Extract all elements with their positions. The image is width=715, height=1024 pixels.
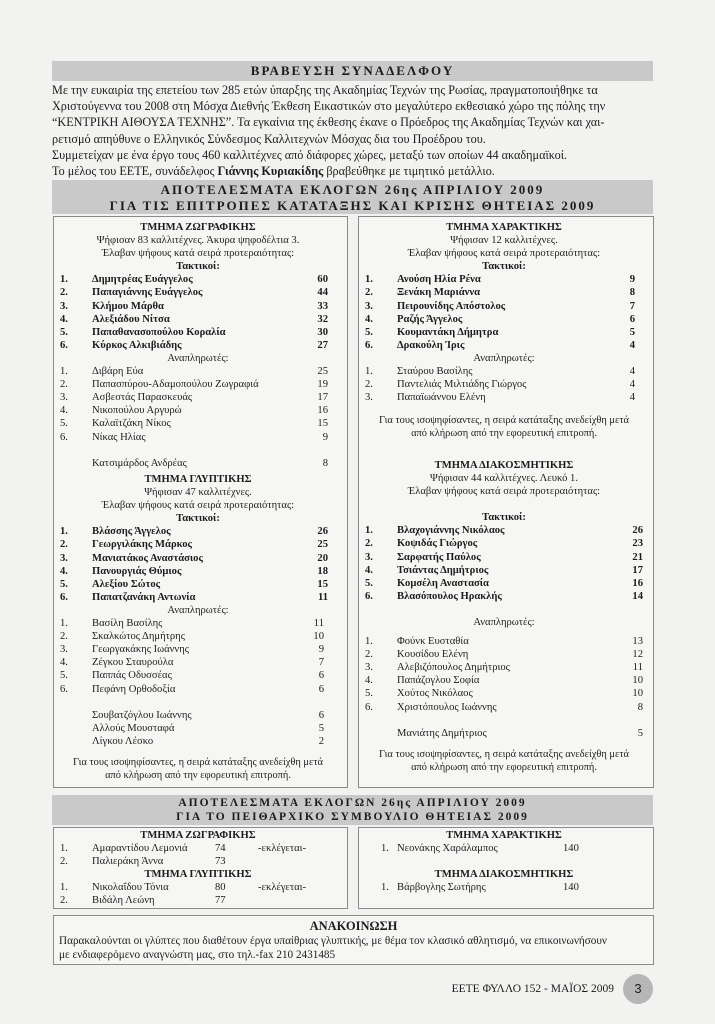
engraving-committee [365,221,643,440]
table-row: 2. Παπασπύρου-Αδαμοπούλου Ζωγραφιά 19 [60,379,328,391]
sculpture-alternate-list [60,617,336,696]
table-row: 1. Ανούση Ηλία Ρένα 9 [365,274,635,286]
decorative-title: ΤΜΗΜΑ ΔΙΑΚΟΣΜΗΤΙΚΗΣ [434,460,574,471]
table-row: 1. Σταύρου Βασίλης 4 [365,366,635,378]
painting-title: ΤΜΗΜΑ ΖΩΓΡΑΦΙΚΗΣ [140,222,256,233]
table-row: 3. Αλεβιζόπουλος Δημήτριος 11 [365,662,643,674]
table-row: Αλλούς Μουσταφά 5 [92,722,324,734]
awardee-name: Γιάννης Κυριακίδης [217,164,324,179]
table-row: 4. Νικοπούλου Αργυρώ 16 [60,405,328,417]
table-row: 3. Πειρουνίδης Απόστολος 7 [365,300,635,312]
results1-heading-line2: ΓΙΑ ΤΙΣ ΕΠΙΤΡΟΠΕΣ ΚΑΤΑΤΑΞΗΣ ΚΑΙ ΚΡΙΣΗΣ ΘΗΤΕΙΑΣ 2009 [109,198,596,213]
table-row: 6. Νίκας Ηλίας 9 [60,431,328,443]
award-line: Με την ευκαιρία της επετείου των 285 ετών ύπαρξης της Ακαδημίας Τεχνών της Ρωσίας, πραγματοποιήθηκε τα [52,83,598,97]
engraving-regular-list [365,273,643,352]
award-line: ρετισμό απηύθυνε ο Ελληνικός Σύνδεσμος Καλλιτεχνών Μόσχας δια του Προέδρου του. [52,131,486,146]
disciplinary-sculpture-title: ΤΜΗΜΑ ΓΛΥΠΤΙΚΗΣ [144,869,252,881]
table-row: Λίγκου Λέσκο 2 [92,735,324,747]
decorative-voters: Ψήφισαν 44 καλλιτέχνες. Λευκό 1. [430,473,578,485]
engraving-voted-order: Έλαβαν ψήφους κατά σειρά προτεραιότητας: [407,248,601,260]
table-row: 3. Ασβεστάς Παρασκευάς 17 [60,392,328,404]
painting-voted-order: Έλαβαν ψήφους κατά σειρά προτεραιότητας: [101,248,295,260]
table-row: 2. Παπαγιάννης Ευάγγελος 44 [60,287,328,299]
sculpture-committee [60,473,336,782]
sculpture-extra-list [60,709,336,748]
award-line-last: Το μέλος του ΕΕΤΕ, συνάδελφος Γιάννης Κυριακίδης βραβεύθηκε με τιμητικό μετάλλιο. [52,164,495,179]
sculpture-regular-list [60,525,336,604]
table-row: 3. Σαρφατής Παύλος 21 [365,551,643,563]
award-heading: ΒΡΑΒΕΥΣΗ ΣΥΝΑΔΕΛΦΟΥ [250,63,455,78]
table-row: 5. Παππάς Οδυσσέας 6 [60,670,324,682]
table-row: 5. Παπαθανασοπούλου Κοραλία 30 [60,326,328,338]
award-paragraph [52,82,653,179]
table-row: 6. Παπατζανάκη Αντωνία 11 [60,591,328,603]
sculpture-title: ΤΜΗΜΑ ΓΛΥΠΤΙΚΗΣ [144,474,252,485]
decorative-tie-note: Για τους ισοψηφίσαντες, η σειρά κατάταξης ανεδείχθη μετά από κλήρωση από την εφορευτική επιτροπή. [379,748,629,773]
table-row: 4. Ζέγκου Σταυρούλα 7 [60,657,324,669]
table-row: 4. Τσιάντας Δημήτριος 17 [365,564,643,576]
decorative-regular-list [365,524,643,603]
results2-heading-line1: ΑΠΟΤΕΛΕΣΜΑΤΑ ΕΚΛΟΓΩΝ 26ης ΑΠΡΙΛΙΟΥ 2009 [178,797,527,809]
table-row: 1. Αμαραντίδου Λεμονιά 74 -εκλέγεται- [60,843,307,855]
table-row: 1. Νικολαΐδου Τόνια 80 -εκλέγεται- [60,882,307,894]
painting-extra-row: Κατσιμάρδος Ανδρέας 8 [92,457,328,469]
sculpture-voters: Ψήφισαν 47 καλλιτέχνες. [144,487,252,499]
table-row: 2. Παντελιάς Μιλτιάδης Γιώργος 4 [365,379,635,391]
decorative-alternate-list [365,635,643,714]
announcement-line: Παρακαλούνται οι γλύπτες που διαθέτουν έργα υπαίθριας γλυπτικής, με θέμα τον κλασικό αθλητισμό, να επικοινωνήσουν [59,935,607,947]
table-row: 4. Αλεξιάδου Νίτσα 32 [60,313,328,325]
results1-heading-line1: ΑΠΟΤΕΛΕΣΜΑΤΑ ΕΚΛΟΓΩΝ 26ης ΑΠΡΙΛΙΟΥ 2009 [160,182,545,197]
table-row: 2. Κουσίδου Ελένη 12 [365,649,643,661]
engraving-title: ΤΜΗΜΑ ΧΑΡΑΚΤΙΚΗΣ [446,222,562,233]
announcement-title: ΑΝΑΚΟΙΝΩΣΗ [309,919,398,933]
engraving-tie-note: Για τους ισοψηφίσαντες, η σειρά κατάταξης ανεδείχθη μετά από κλήρωση από την εφορευτική επιτροπή. [379,415,629,440]
engraving-regular-label: Τακτικοί: [482,261,526,273]
table-row: 2. Ξενάκη Μαριάννα 8 [365,287,635,299]
engraving-alternate-label: Αναπληρωτές: [473,352,535,364]
results2-heading-bar [52,795,653,825]
table-row: 3. Μανιατάκος Αναστάσιος 20 [60,552,328,564]
disciplinary-right [365,829,643,894]
disciplinary-engraving-title: ΤΜΗΜΑ ΧΑΡΑΚΤΙΚΗΣ [446,830,562,841]
table-row: 6. Πεφάνη Ορθοδοξία 6 [60,683,324,695]
painting-regular-label: Τακτικοί: [176,261,220,273]
engraving-voters: Ψήφισαν 12 καλλιτέχνες. [450,235,558,247]
table-row: Σουβατζόγλου Ιωάννης 6 [92,709,324,721]
table-row: 5. Κουμαντάκη Δήμητρα 5 [365,326,635,338]
painting-regular-list [60,273,336,352]
footer-text: ΕΕΤΕ ΦΥΛΛΟ 152 - ΜΑΪΟΣ 2009 [451,983,614,995]
disciplinary-decorative-title: ΤΜΗΜΑ ΔΙΑΚΟΣΜΗΤΙΚΗΣ [434,869,574,881]
table-row: 2. Κοψιδάς Γιώργος 23 [365,538,643,550]
table-row: 2. Γεωργιλάκης Μάρκος 25 [60,539,328,551]
painting-alternate-list [60,365,336,444]
results2-heading-line2: ΓΙΑ ΤΟ ΠΕΙΘΑΡΧΙΚΟ ΣΥΜΒΟΥΛΙΟ ΘΗΤΕΙΑΣ 2009 [176,810,529,823]
table-row: 2. Σκαλκώτος Δημήτρης 10 [60,631,324,643]
painting-voters: Ψήφισαν 83 καλλιτέχνες. Άκυρα ψηφοδέλτια 3. [96,235,300,247]
table-row: 6. Βλασόπουλος Ηρακλής 14 [365,590,643,602]
table-row: 5. Κομσέλη Αναστασία 16 [365,577,643,589]
award-heading-bar [52,61,653,81]
table-row: 1. Διβάρη Εύα 25 [60,366,328,378]
table-row: 5. Καλαϊτζάκη Νίκος 15 [60,418,328,430]
table-row: 1. Φούνκ Ευσταθία 13 [365,636,643,648]
table-row: 5. Χούτος Νικόλαος 10 [365,688,643,700]
disciplinary-left [60,829,336,908]
disciplinary-painting-title: ΤΜΗΜΑ ΖΩΓΡΑΦΙΚΗΣ [140,830,256,841]
table-row: 4. Παπάζογλου Σοφία 10 [365,675,643,687]
decorative-alternate-label: Αναπληρωτές: [473,616,535,628]
award-line: Συμμετείχαν με ένα έργο τους 460 καλλιτέχνες από διάφορες χώρες, μεταξύ των οποίων 44 ακαδημαϊκοί. [52,147,568,162]
table-row: 1. Βλαχογιάννης Νικόλαος 26 [365,525,643,537]
table-row: 1. Δημητρέας Ευάγγελος 60 [60,274,328,286]
table-row: 1. Νεονάκης Χαράλαμπος 140 [381,843,579,855]
sculpture-regular-label: Τακτικοί: [176,513,220,525]
table-row: 2. Παλιεράκη Άννα 73 [60,856,226,868]
table-row: 2. Βιδάλη Λεώνη 77 [60,895,226,907]
table-row: 6. Κύρκος Αλκιβιάδης 27 [60,339,328,351]
table-row: 1. Βάρβογλης Σωτήρης 140 [381,882,579,894]
painting-committee [60,221,336,470]
decorative-regular-label: Τακτικοί: [482,512,526,524]
table-row: 4. Πανουργιάς Θύμιος 18 [60,565,328,577]
table-row: 1. Βλάσσης Άγγελος 26 [60,526,328,538]
painting-alternate-label: Αναπληρωτές: [167,352,229,364]
table-row: 3. Γεωργακάκης Ιωάννης 9 [60,644,324,656]
table-row: 3. Κλήμου Μάρθα 33 [60,300,328,312]
sculpture-voted-order: Έλαβαν ψήφους κατά σειρά προτεραιότητας: [101,500,295,512]
table-row: 6. Χριστόπουλος Ιωάννης 8 [365,701,643,713]
table-row: 4. Ραζής Άγγελος 6 [365,313,635,325]
table-row: 5. Αλεξίου Σώτος 15 [60,578,328,590]
results1-heading-bar [52,180,653,214]
announcement-panel [53,915,654,965]
announcement-line: με ενδιαφερόμενο αναγνώστη μας, στο τηλ.-fax 210 2431485 [59,949,336,961]
sculpture-alternate-label: Αναπληρωτές: [167,604,229,616]
table-row: 6. Δρακούλη Ίρις 4 [365,339,635,351]
page-number: 3 [623,974,653,1004]
table-row: 1. Βασίλη Βασίλης 11 [60,618,324,630]
decorative-committee [365,459,643,774]
award-line: Χριστούγεννα του 2008 στη Μόσχα Διεθνής Έκθεση Εικαστικών στο μεγαλύτερο εκθεσιακό χώρο της πόλης την [52,99,606,114]
decorative-extra-row: Μανιάτης Δημήτριος 5 [397,727,643,739]
engraving-alternate-list [365,365,643,404]
award-line: “ΚΕΝΤΡΙΚΗ ΑΙΘΟΥΣΑ ΤΕΧΝΗΣ”. Τα εγκαίνια της έκθεσης έκανε ο Πρόεδρος της Ακαδημίας Τεχνών και χαι- [52,115,605,130]
decorative-voted-order: Έλαβαν ψήφους κατά σειρά προτεραιότητας: [407,486,601,498]
sculpture-tie-note: Για τους ισοψηφίσαντες, η σειρά κατάταξης ανεδείχθη μετά από κλήρωση από την εφορευτική επιτροπή. [73,756,323,781]
table-row: 3. Παπαϊωάννου Ελένη 4 [365,392,635,404]
